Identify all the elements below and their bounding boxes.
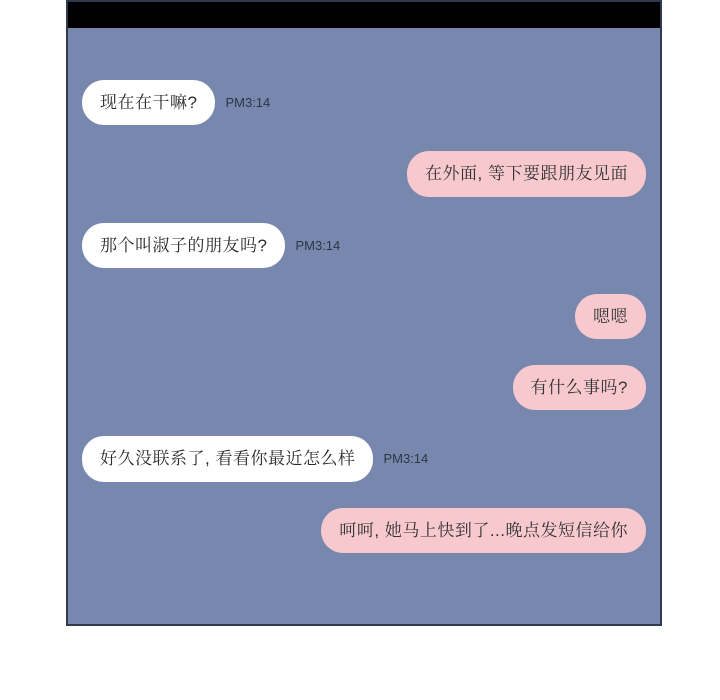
message-row xyxy=(82,80,646,125)
message-row xyxy=(82,151,646,196)
message-row xyxy=(82,508,646,553)
message-row xyxy=(82,365,646,410)
message-list xyxy=(68,28,660,624)
message-bubble-incoming[interactable]: 那个叫淑子的朋友吗? xyxy=(82,223,285,268)
list-bottom-spacer xyxy=(82,579,646,587)
message-row xyxy=(82,294,646,339)
message-timestamp: PM3:14 xyxy=(383,451,429,467)
window-titlebar xyxy=(68,2,660,28)
message-bubble-outgoing[interactable]: 在外面, 等下要跟朋友见面 xyxy=(407,151,646,196)
message-bubble-incoming[interactable]: 好久没联系了, 看看你最近怎么样 xyxy=(82,436,373,481)
message-bubble-outgoing[interactable]: 有什么事吗? xyxy=(513,365,646,410)
message-row xyxy=(82,223,646,268)
message-timestamp: PM3:14 xyxy=(225,95,271,111)
message-timestamp: PM3:14 xyxy=(295,237,341,253)
message-row xyxy=(82,436,646,481)
chat-window xyxy=(66,0,662,626)
message-bubble-outgoing[interactable]: 呵呵, 她马上快到了...晚点发短信给你 xyxy=(321,508,646,553)
message-bubble-outgoing[interactable]: 嗯嗯 xyxy=(575,294,646,339)
message-bubble-incoming[interactable]: 现在在干嘛? xyxy=(82,80,215,125)
